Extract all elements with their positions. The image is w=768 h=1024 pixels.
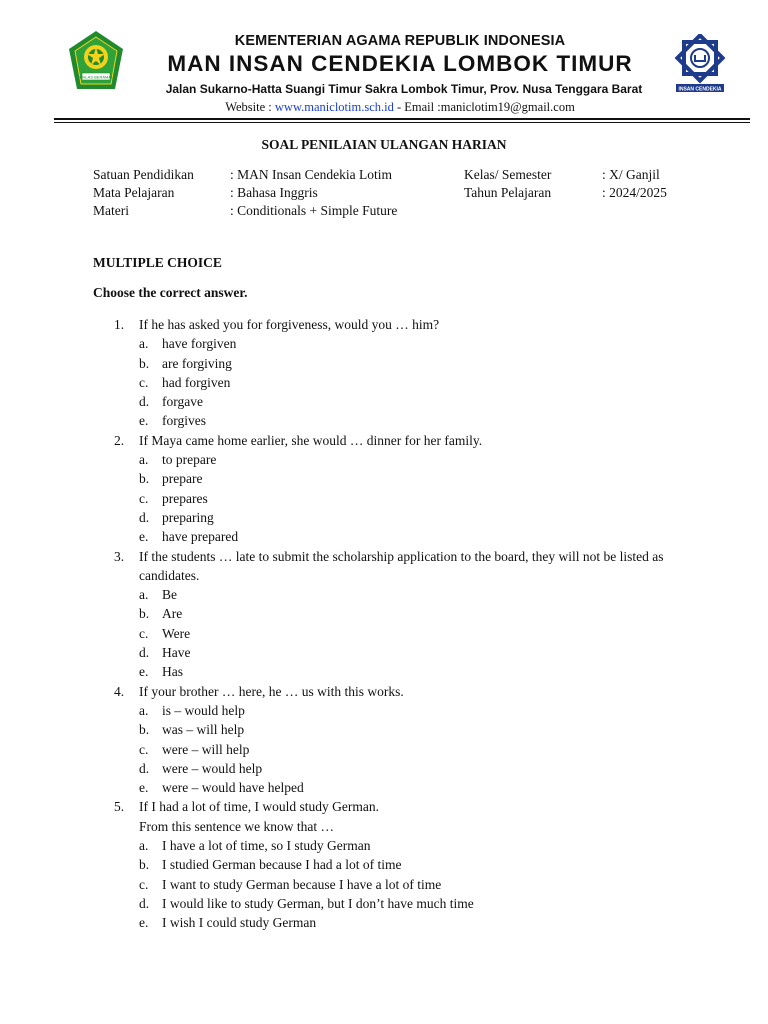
option-letter: a. [139,336,149,352]
option-text: have forgiven [162,336,237,352]
option-text: I would like to study German, but I don’t have much time [162,895,474,911]
info-label: Kelas/ Semester [464,167,552,182]
answer-option[interactable] [139,392,694,411]
option-text: prepare [162,471,203,487]
answer-option[interactable] [139,354,694,373]
answer-option[interactable] [139,585,694,604]
answer-option[interactable] [139,624,694,643]
option-text: forgave [162,394,203,410]
option-text: I studied German because I had a lot of time [162,857,402,873]
option-letter: e. [139,780,149,796]
info-value: : Conditionals + Simple Future [230,203,398,218]
website-link[interactable]: www.maniclotim.sch.id [274,100,394,114]
option-text: Have [162,645,191,661]
option-text: were – will help [162,741,250,757]
answer-option[interactable] [139,334,694,353]
answer-option[interactable] [139,875,694,894]
option-letter: e. [139,529,149,545]
option-letter: a. [139,702,149,718]
info-label: Materi [93,203,129,218]
info-value: : Bahasa Inggris [230,185,318,200]
option-letter: d. [139,645,150,661]
answer-option[interactable] [139,662,694,681]
option-text: Has [162,664,183,680]
answer-option[interactable] [139,855,694,874]
option-text: I want to study German because I have a lot of time [162,876,442,892]
question-item [114,315,694,431]
website-label: Website : [225,100,275,114]
info-right-values [602,166,667,202]
document-title: SOAL PENILAIAN ULANGAN HARIAN [261,137,507,152]
option-text: is – would help [162,702,245,718]
option-letter: c. [139,876,149,892]
option-text: Were [162,625,191,641]
info-label: Satuan Pendidikan [93,167,194,182]
question-number: 5. [114,799,125,815]
right-logo-caption: INSAN CENDEKIA [678,86,722,93]
info-value: : 2024/2025 [602,185,667,200]
answer-option[interactable] [139,508,694,527]
option-letter: a. [139,587,149,603]
option-letter: e. [139,413,149,429]
option-letter: d. [139,895,150,911]
question-number: 3. [114,548,125,564]
ministry-name: KEMENTERIAN AGAMA REPUBLIK INDONESIA [234,33,566,49]
answer-option[interactable] [139,894,694,913]
answer-option[interactable] [139,740,694,759]
option-text: were – would help [162,760,263,776]
option-text: to prepare [162,452,217,468]
option-text: are forgiving [162,355,232,371]
school-contact [120,100,680,115]
option-letter: e. [139,664,149,680]
answer-option[interactable] [139,913,694,932]
answer-option[interactable] [139,759,694,778]
school-name: MAN INSAN CENDEKIA LOMBOK TIMUR [167,51,633,76]
option-text: Be [162,587,177,603]
option-letter: c. [139,741,149,757]
section-heading: MULTIPLE CHOICE [93,255,222,270]
option-letter: a. [139,452,149,468]
option-text: was – will help [162,722,245,738]
email-label: - Email : [393,100,441,114]
option-letter: b. [139,857,150,873]
header-divider-thick [54,118,750,120]
answer-option[interactable] [139,373,694,392]
info-value: : MAN Insan Cendekia Lotim [230,167,392,182]
answer-option[interactable] [139,489,694,508]
answer-option[interactable] [139,527,694,546]
option-text: had forgiven [162,374,231,390]
answer-option[interactable] [139,778,694,797]
answer-option[interactable] [139,701,694,720]
info-left-labels [93,166,194,220]
info-value: : X/ Ganjil [602,167,660,182]
option-text: forgives [162,413,206,429]
answer-option[interactable] [139,450,694,469]
info-label: Mata Pelajaran [93,185,175,200]
question-item [114,682,694,798]
school-address: Jalan Sukarno-Hatta Suangi Timur Sakra Lombok Timur, Prov. Nusa Tenggara Barat [165,82,643,96]
answer-option[interactable] [139,469,694,488]
question-number: 4. [114,683,125,699]
section-instruction: Choose the correct answer. [93,285,248,300]
left-logo-caption: IKHLAS BERAMAL [78,74,114,80]
option-letter: c. [139,374,149,390]
answer-option[interactable] [139,411,694,430]
answer-option[interactable] [139,836,694,855]
question-subtext: From this sentence we know that … [139,818,334,834]
option-letter: e. [139,915,149,931]
option-text: Are [162,606,183,622]
question-text: If Maya came home earlier, she would … dinner for her family. [139,432,483,448]
question-number: 2. [114,432,125,448]
option-letter: b. [139,355,150,371]
option-text: prepares [162,490,208,506]
option-text: have prepared [162,529,239,545]
option-letter: c. [139,490,149,506]
question-item [114,431,694,547]
question-text: If I had a lot of time, I would study German. [139,799,379,815]
question-text: If your brother … here, he … us with this works. [139,683,404,699]
answer-option[interactable] [139,643,694,662]
question-number: 1. [114,317,125,332]
option-letter: d. [139,394,150,410]
question-list [114,315,694,933]
option-letter: a. [139,838,149,854]
answer-option[interactable] [139,720,694,739]
option-letter: b. [139,722,150,738]
question-item [114,547,694,682]
option-text: preparing [162,509,214,525]
option-letter: b. [139,606,150,622]
answer-option[interactable] [139,604,694,623]
email-address: maniclotim19@gmail.com [440,100,575,114]
question-text: If he has asked you for forgiveness, would you … him? [139,317,440,332]
option-letter: c. [139,625,149,641]
info-left-values [230,166,397,220]
option-text: I have a lot of time, so I study German [162,838,371,854]
option-text: I wish I could study German [162,915,317,931]
option-text: were – would have helped [162,780,304,796]
option-letter: b. [139,471,150,487]
question-item [114,797,694,932]
option-letter: d. [139,760,150,776]
question-text: If the students … late to submit the scholarship application to the board, they will not be listed as candidates. [139,548,664,583]
info-label: Tahun Pelajaran [464,185,552,200]
option-letter: d. [139,509,150,525]
info-right-labels [464,166,551,202]
header-divider-thin [54,122,750,123]
